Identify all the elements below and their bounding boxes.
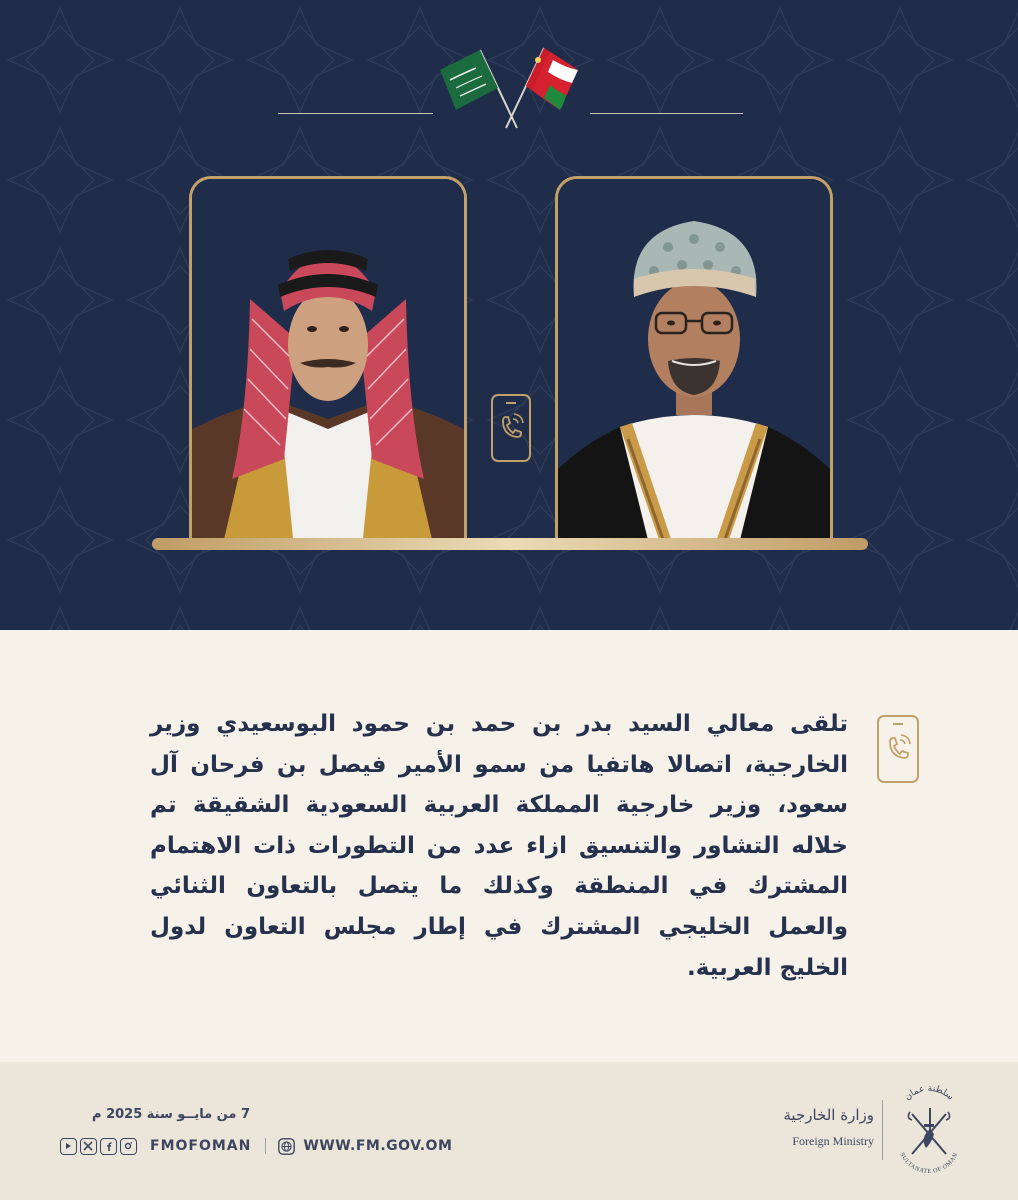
flag-divider-right	[590, 113, 743, 114]
instagram-icon[interactable]	[120, 1138, 137, 1155]
website-link[interactable]: WWW.FM.GOV.OM	[303, 1138, 453, 1154]
svg-text:سلطنة عمان	[903, 1084, 955, 1103]
footer-divider	[265, 1138, 266, 1154]
x-icon[interactable]	[80, 1138, 97, 1155]
ministry-name-english: Foreign Ministry	[792, 1134, 874, 1148]
youtube-icon[interactable]	[60, 1138, 77, 1155]
gold-base-bar	[152, 538, 868, 550]
omani-minister-photo	[558, 179, 830, 548]
saudi-minister-photo	[192, 179, 464, 548]
flag-divider-left	[278, 113, 433, 114]
crossed-flags-icon	[432, 40, 592, 135]
svg-text:SULTANATE OF OMAN	[898, 1151, 959, 1174]
phone-call-icon	[490, 393, 532, 463]
portrait-omani-minister	[555, 176, 833, 548]
statement-text: تلقى معالي السيد بدر بن حمد بن حمود البوسعيدي وزير الخارجية، اتصالا هاتفيا من سمو الأمير فيصل بن فرحان آل سعود، وزير خارجية المملكة العربية السعودية الشقيقة تم خلاله التشاور والتنسيق ازاء عدد من التطورات ذات الاهتمام المشترك في المنطقة وكذلك ما يتصل بالتعاون الثنائي والعمل الخليجي المشترك في إطار مجلس التعاون لدول الخليج العربية.	[150, 711, 848, 981]
social-handle[interactable]: FMOFOMAN	[150, 1138, 252, 1154]
portrait-saudi-minister	[189, 176, 467, 548]
logo-divider	[882, 1100, 883, 1160]
social-links	[60, 1136, 452, 1156]
globe-icon	[278, 1138, 295, 1155]
phone-call-icon	[876, 714, 920, 784]
facebook-icon[interactable]	[100, 1138, 117, 1155]
publish-date: 7 من مايــو سنة 2025 م	[92, 1107, 250, 1122]
footer	[0, 1062, 1018, 1200]
ministry-name-arabic: وزارة الخارجية	[783, 1106, 874, 1124]
oman-emblem-icon	[890, 1084, 968, 1174]
ministry-logo	[770, 1082, 970, 1192]
emblem-text-arabic: سلطنة عمان	[902, 1084, 956, 1103]
emblem-text-english: SULTANATE OF OMAN	[898, 1151, 960, 1174]
